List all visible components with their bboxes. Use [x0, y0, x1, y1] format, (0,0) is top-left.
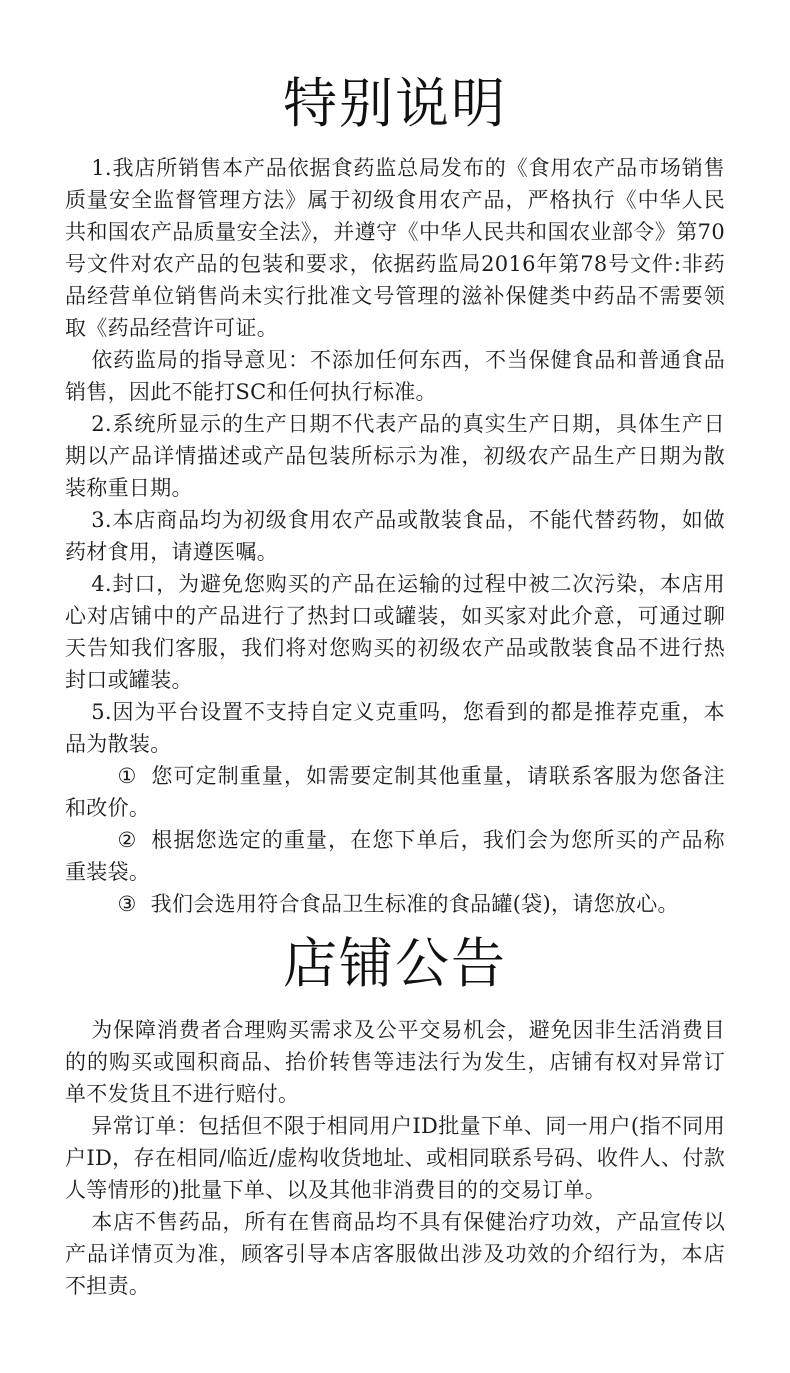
special-notice-title: 特别说明 [283, 72, 507, 135]
notice-list-item-text: 我们会选用符合食品卫生标准的食品罐(袋)，请您放心。 [150, 892, 679, 916]
notice-paragraph: 依药监局的指导意见：不添加任何东西，不当保健食品和普通食品销售，因此不能打SC和任何执行标准。 [65, 348, 725, 404]
store-paragraph: 异常订单：包括但不限于相同用户ID批量下单、同一用户(指不同用户ID，存在相同/临近/虚构收货地址、或相同联系号码、收件人、付款人等情形的)批量下单、以及其他非消费目的的交易订单。 [65, 1114, 725, 1202]
circled-number-marker: ② [117, 828, 137, 852]
store-paragraph: 本店不售药品，所有在售商品均不具有保健治疗功效，产品宣传以产品详情页为准，顾客引导本店客服做出涉及功效的介绍行为，本店不担责。 [65, 1210, 725, 1298]
notice-paragraph: 4.封口，为避免您购买的产品在运输的过程中被二次污染，本店用心对店铺中的产品进行了热封口或罐装，如买家对此介意，可通过聊天告知我们客服，我们将对您购买的初级农产品或散装食品不进行热封口或罐装。 [65, 572, 725, 692]
notice-list-item-text: 您可定制重量，如需要定制其他重量，请联系客服为您备注和改价。 [65, 764, 725, 820]
store-notice-title: 店铺公告 [283, 932, 507, 995]
notice-list-item [0, 824, 790, 888]
store-notice-body [0, 1014, 790, 1302]
notice-paragraph: 2.系统所显示的生产日期不代表产品的真实生产日期，具体生产日期以产品详情描述或产品包装所标示为准，初级农产品生产日期为散装称重日期。 [65, 412, 725, 500]
notice-list-item [0, 760, 790, 824]
store-paragraph: 为保障消费者合理购买需求及公平交易机会，避免因非生活消费目的的购买或囤积商品、抬价转售等违法行为发生，店铺有权对异常订单不发货且不进行赔付。 [65, 1018, 725, 1106]
special-notice-section [0, 72, 790, 916]
special-notice-body [0, 152, 790, 920]
notice-paragraph: 5.因为平台设置不支持自定义克重吗，您看到的都是推荐克重，本品为散装。 [65, 700, 725, 756]
notice-paragraph: 3.本店商品均为初级食用农产品或散装食品，不能代替药物，如做药材食用，请遵医嘱。 [65, 508, 725, 564]
notice-list-item [0, 888, 790, 920]
notice-paragraph: 1.我店所销售本产品依据食药监总局发布的《食用农产品市场销售质量安全监督管理方法》属于初级食用农产品，严格执行《中华人民共和国农产品质量安全法》，并遵守《中华人民共和国农业部令》第70号文件对农产品的包装和要求，依据药监局2016年第78号文件:非药品经营单位销售尚未实行批准文号管理的滋补保健类中药品不需要领取《药品经营许可证。 [65, 156, 725, 340]
circled-number-marker: ① [117, 764, 137, 788]
notice-list-item-text: 根据您选定的重量，在您下单后，我们会为您所买的产品称重装袋。 [65, 828, 725, 884]
store-notice-section [0, 932, 790, 1298]
circled-number-marker: ③ [117, 892, 137, 916]
